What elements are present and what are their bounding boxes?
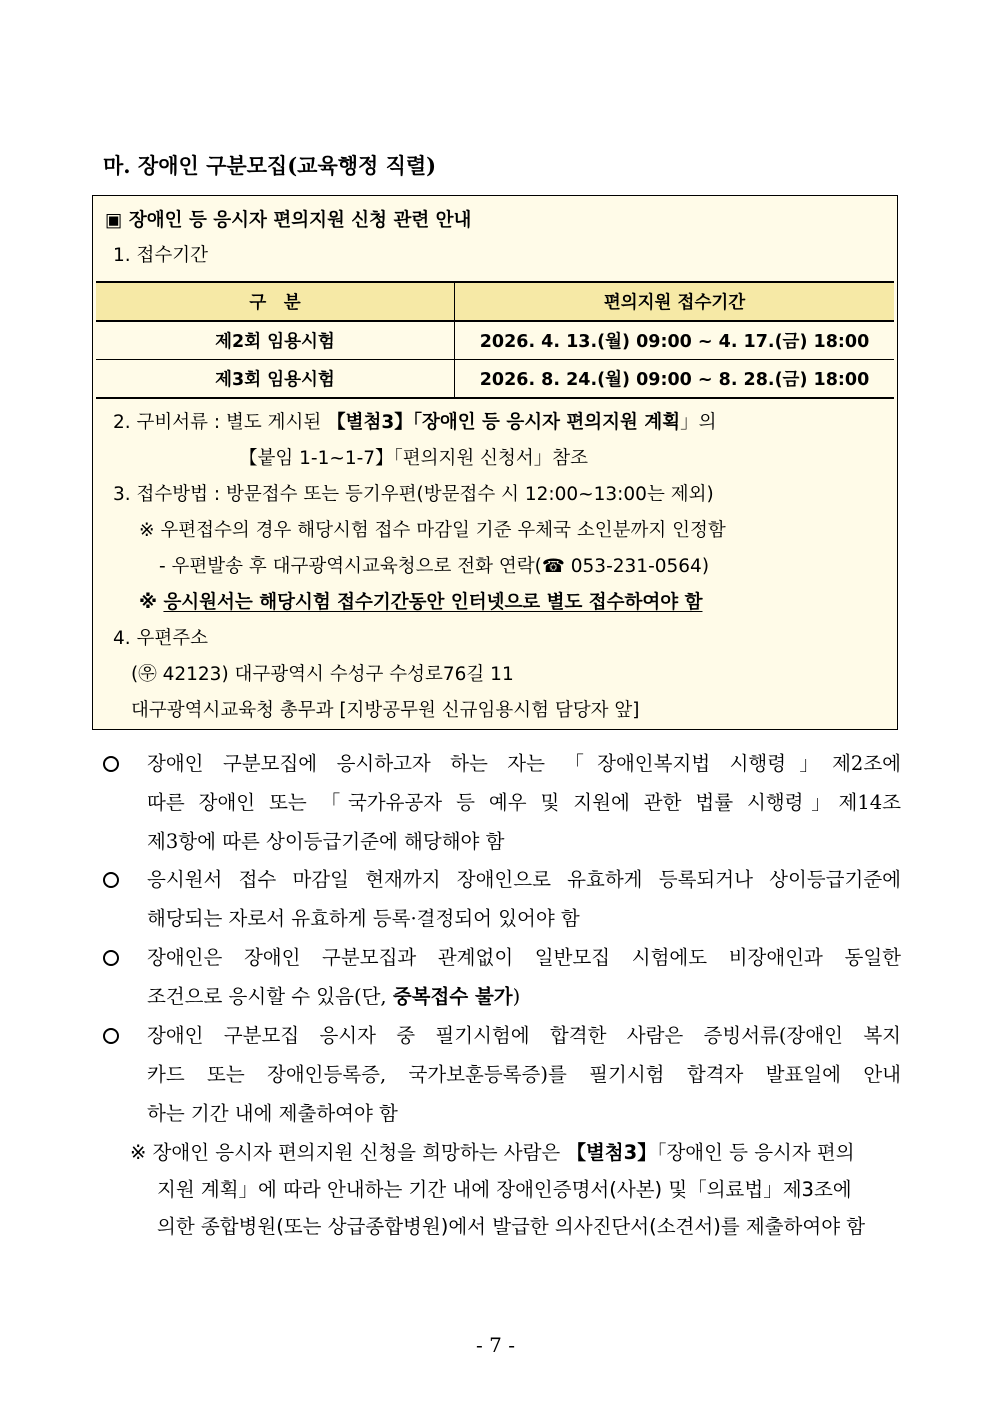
- table-cell-exam: 제2회 임용시험: [96, 321, 455, 360]
- table-header-category: 구 분: [96, 282, 455, 321]
- table-cell-period: 2026. 4. 13.(월) 09:00 ~ 4. 17.(금) 18:00: [455, 321, 895, 360]
- address-line2: 대구광역시교육청 총무과 [지방공무원 신규임용시험 담당자 앞]: [131, 700, 640, 721]
- table-row: [96, 321, 894, 360]
- circle-bullet-icon: [103, 756, 119, 772]
- page-number: - 7 -: [476, 1333, 515, 1357]
- section-heading: 마. 장애인 구분모집(교육행정 직렬): [103, 153, 437, 178]
- item-method-note1: ※ 우편접수의 경우 해당시험 접수 마감일 기준 우체국 소인분까지 인정함: [139, 520, 726, 541]
- item-documents: 2. 구비서류 : 별도 게시된 【별첨3】「장애인 등 응시자 편의지원 계획」의: [113, 412, 717, 433]
- circle-bullet-icon: [103, 872, 119, 888]
- item-method-note3: ※ 응시원서는 해당시험 접수기간동안 인터넷으로 별도 접수하여야 함: [139, 592, 703, 613]
- table-header-period: 편의지원 접수기간: [455, 282, 895, 321]
- table-cell-exam: 제3회 임용시험: [96, 360, 455, 399]
- item-method-note2: - 우편발송 후 대구광역시교육청으로 전화 연락(☎ 053-231-0564): [159, 556, 710, 577]
- table-header-row: [96, 282, 894, 321]
- document-page: 마. 장애인 구분모집(교육행정 직렬) ▣ 장애인 등 응시자 편의지원 신청 관련 안내 1. 접수기간 구 분 편의지원 접수기간 제2회 임용시험 2026. 4. 13.(월) 09:00 ~ 4. 17.(금) 18:00 제3회 임용시험 2026. 8. 24.(월) 09:00 ~ 8. 28.(금) 18:00 2. 구비서류 : 별도 게시된 【별첨3】「장애인 등 응시자 편의지원 계획」의 【붙임 1-1~1-7】「편의지원 신청서」참조 3. 접수방법 : 방문접수 또는 등기우편(방문접수 시 12:00~13:00는 제외) ※ 우편접수의 경우 해당시험 접수 마감일 기준 우체국 소인분까지 인정함 - 우편발송 후 대구광역시교육청으로 전화 연락(☎ 053-231-0564) ※ 응시원서는 해당시험 접수기간동안 인터넷으로 별도 접수하여야 함 4. 우편주소 (㉾ 42123) 대구광역시 수성구 수성로76길 11 대구광역시교육청 총무과 [지방공무원 신규임용시험 담당자 앞] 장애인 구분모집에 응시하고자 하는 자는 「장애인복지법 시행령」제2조에 따른 장애인 또는 「국가유공자 등 예우 및 지원에 관한 법률 시행령」제14조 제3항에 따른 상이등급기준에 해당해야 함 응시원서 접수 마감일 현재까지 장애인으로 유효하게 등록되거나 상이등급기준에 해당되는 자로서 유효하게 등록·결정되어 있어야 함 장애인은 장애인 구분모집과 관계없이 일반모집 시험에도 비장애인과 동일한 조건으로 응시할 수 있음(단, 중복접수 불가) 장애인 구분모집 응시자 중 필기시험에 합격한 사람은 증빙서류(장애인 복지 카드 또는 장애인등록증, 국가보훈등록증)를 필기시험 합격자 발표일에 안내 하는 기간 내에 제출하여야 함 ※ 장애인 응시자 편의지원 신청을 희망하는 사람은 【별첨3】「장애인 등 응시자 편의 지원 계획」에 따라 안내하는 기간 내에 장애인증명서(사본) 및「의료법」제3조에 의한 종합병원(또는 상급종합병원)에서 발급한 의사진단서(소견서)를 제출하여야 함 - 7 -: [0, 0, 991, 1401]
- item-address: 4. 우편주소: [113, 628, 209, 649]
- item-documents-line2: 【붙임 1-1~1-7】「편의지원 신청서」참조: [239, 448, 589, 469]
- notice-box: [92, 195, 898, 730]
- table-cell-period: 2026. 8. 24.(월) 09:00 ~ 8. 28.(금) 18:00: [455, 360, 895, 399]
- circle-bullet-icon: [103, 1028, 119, 1044]
- reception-period-table: [96, 281, 894, 399]
- circle-bullet-icon: [103, 950, 119, 966]
- notice-title: ▣ 장애인 등 응시자 편의지원 신청 관련 안내: [105, 210, 472, 231]
- item-method: 3. 접수방법 : 방문접수 또는 등기우편(방문접수 시 12:00~13:00는 제외): [113, 484, 714, 505]
- item-reception-period: 1. 접수기간: [113, 245, 209, 266]
- table-row: [96, 360, 894, 399]
- address-line1: (㉾ 42123) 대구광역시 수성구 수성로76길 11: [131, 664, 514, 685]
